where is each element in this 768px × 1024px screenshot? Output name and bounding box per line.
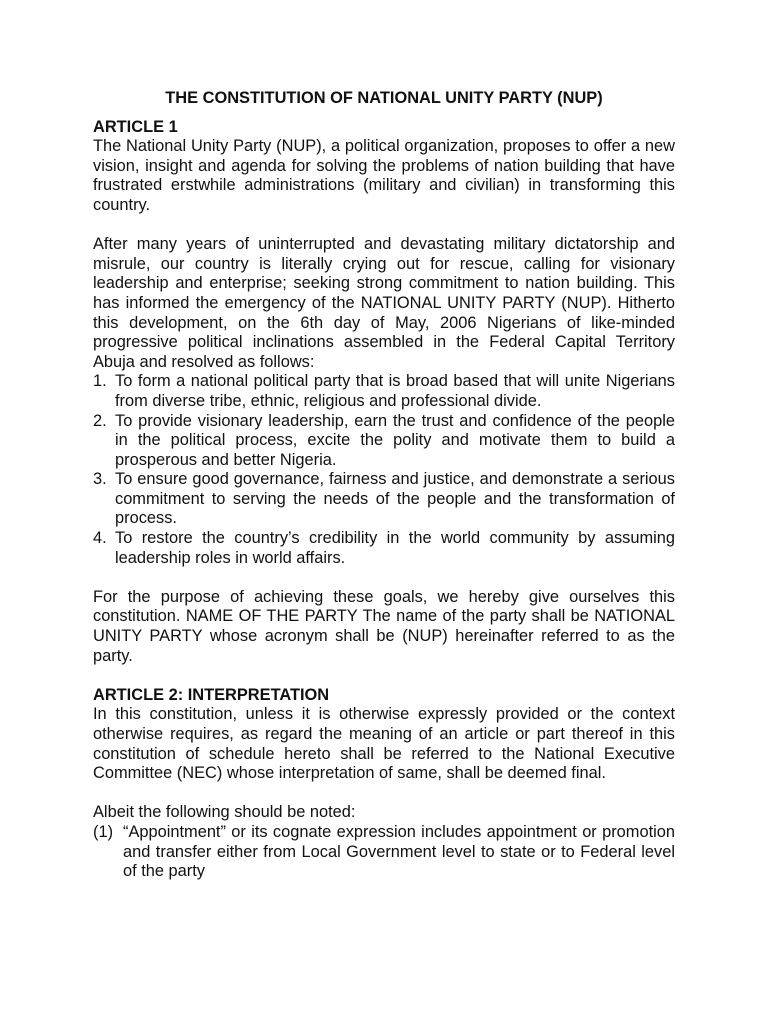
article-2-paragraph-2: Albeit the following should be noted: bbox=[93, 803, 356, 822]
article-2-paragraph-1: In this constitution, unless it is otherwise expressly provided or the context otherwise requires, as regard the meaning of an article or part thereof in this constitution of schedule hereto shall be referred to the National Executive Committee (NEC) whose interpretation of same, shall be deemed final. bbox=[93, 705, 675, 783]
list-item bbox=[93, 412, 675, 471]
article-1-paragraph-2: After many years of uninterrupted and devastating military dictatorship and misrule, our country is literally crying out for rescue, calling for visionary leadership and enterprise; seeking strong commitment to nation building. This has informed the emergency of the NATIONAL UNITY PARTY (NUP). Hitherto this development, on the 6th day of May, 2006 Nigerians of like-minded progressive political inclinations assembled in the Federal Capital Territory Abuja and resolved as follows: bbox=[93, 235, 675, 371]
document-page bbox=[93, 89, 675, 901]
document-title: THE CONSTITUTION OF NATIONAL UNITY PARTY (NUP) bbox=[165, 89, 603, 107]
list-item-text: To form a national political party that is broad based that will unite Nigerians from diverse tribe, ethnic, religious and professional divide. bbox=[115, 372, 675, 410]
list-item-marker: 4. bbox=[93, 529, 107, 548]
list-item-text: To restore the country’s credibility in the world community by assuming leadership roles in world affairs. bbox=[115, 529, 675, 567]
list-item-text: To ensure good governance, fairness and justice, and demonstrate a serious commitment to serving the needs of the people and the transformation of process. bbox=[115, 470, 675, 528]
article-2-heading: ARTICLE 2: INTERPRETATION bbox=[93, 685, 330, 704]
list-item bbox=[93, 470, 675, 529]
list-item bbox=[93, 372, 675, 411]
article-1-paragraph-1: The National Unity Party (NUP), a political organization, proposes to offer a new vision, insight and agenda for solving the problems of nation building that have frustrated erstwhile administrations (military and civilian) in transforming this country. bbox=[93, 137, 675, 214]
list-item-marker: 1. bbox=[93, 372, 107, 391]
article-1-paragraph-3: For the purpose of achieving these goals, we hereby give ourselves this constitution. NAME OF THE PARTY The name of the party shall be NATIONAL UNITY PARTY whose acronym shall be (NUP) hereinafter referred to as the party. bbox=[93, 587, 675, 665]
list-item bbox=[93, 823, 675, 882]
article-1-resolutions-list bbox=[93, 372, 675, 568]
list-item-text: To provide visionary leadership, earn the trust and confidence of the people in the political process, excite the polity and motivate them to build a prosperous and better Nigeria. bbox=[115, 411, 675, 469]
list-item-marker: 2. bbox=[93, 411, 107, 430]
article-2-definitions-list bbox=[93, 823, 675, 882]
list-item-marker: (1) bbox=[93, 822, 114, 841]
list-item-marker: 3. bbox=[93, 470, 107, 489]
article-1-heading: ARTICLE 1 bbox=[93, 117, 178, 136]
list-item bbox=[93, 529, 675, 568]
list-item-text: “Appointment” or its cognate expression includes appointment or promotion and transfer either from Local Government level to state or to Federal level of the party bbox=[123, 822, 675, 881]
